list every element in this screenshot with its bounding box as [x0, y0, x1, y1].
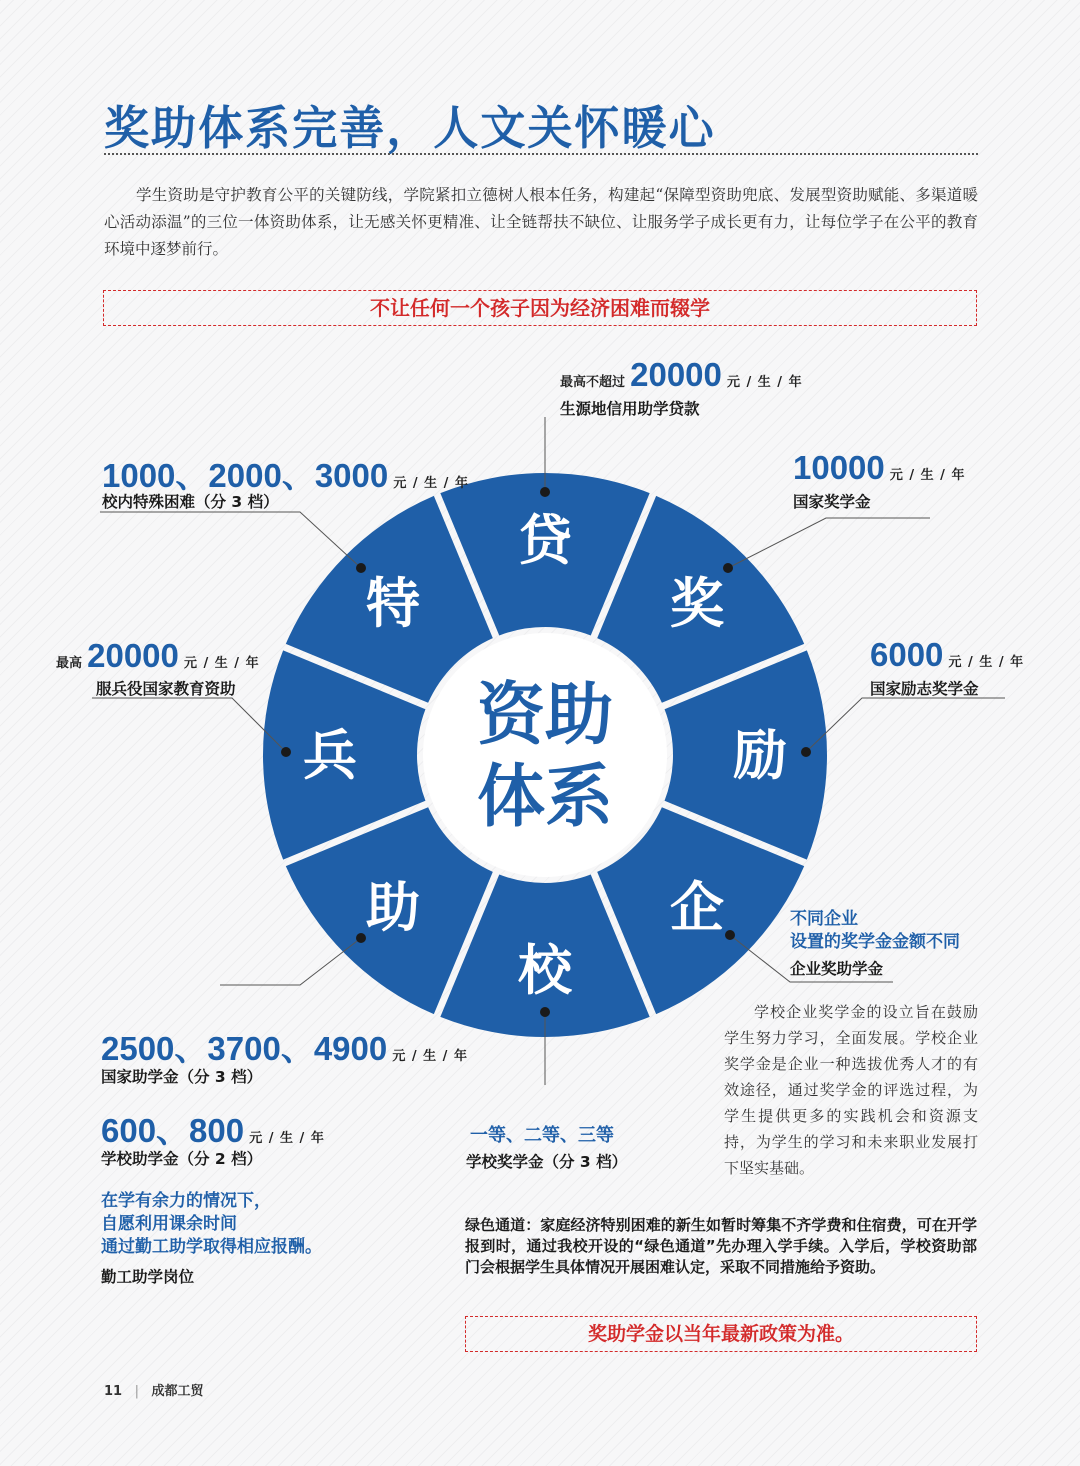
- special-unit: 元 / 生 / 年: [393, 476, 469, 491]
- school-scholarship-amount: 一等、二等、三等: [470, 1125, 614, 1146]
- enterprise-line1: 不同企业: [790, 909, 858, 929]
- leader-line-2: [728, 518, 930, 568]
- wheel-segment-label-4: 企: [670, 876, 725, 940]
- wheel-segment-label-6: 助: [365, 876, 420, 940]
- leader-dot-3: [801, 747, 811, 757]
- enterprise-description: 学校企业奖学金的设立旨在鼓励学生努力学习，全面发展。学校企业奖学金是企业一种选拔优秀人才的有效途径，通过奖学金的评选过程，为学生提供更多的实践机会和资源支持，为学生的学习和未来职业发展打下坚实基础。: [724, 1003, 978, 1177]
- loan-amount-row: [560, 356, 803, 394]
- wheel-segment-label-1: 贷: [518, 509, 572, 572]
- national-scholarship-amount-row: [793, 449, 965, 487]
- school-grant-unit: 元 / 生 / 年: [249, 1131, 325, 1146]
- special-label: 校内特殊困难（分 3 档）: [102, 493, 279, 511]
- leader-dot-2: [723, 563, 733, 573]
- loan-label: 生源地信用助学贷款: [560, 400, 700, 418]
- school-grant-amount: 600、800: [101, 1112, 245, 1149]
- wheel-segment-label-8: 特: [365, 571, 420, 635]
- work-study-line2: 自愿利用课余时间: [101, 1214, 237, 1234]
- national-scholarship-amount: 10000: [793, 449, 885, 486]
- green-channel-paragraph: 绿色通道：家庭经济特别困难的新生如暂时筹集不齐学费和住宿费，可在开学报到时，通过我校开设的“绿色通道”先办理入学手续。入学后，学校资助部门会根据学生具体情况开展困难认定，采取不同措施给予资助。: [465, 1216, 977, 1276]
- loan-prefix: 最高不超过: [560, 375, 626, 390]
- wheel-center-line2: 体系: [476, 758, 614, 837]
- military-amount: 20000: [87, 637, 179, 674]
- encouragement-amount-row: [870, 636, 1024, 674]
- leader-line-3: [806, 698, 1005, 752]
- wheel-center-line1: 资助: [476, 676, 614, 755]
- slogan-top-box: 不让任何一个孩子因为经济困难而辍学: [103, 290, 977, 326]
- intro-paragraph: 学生资助是守护教育公平的关键防线，学院紧扣立德树人根本任务，构建起“保障型资助兜底、发展型资助赋能、多渠道暖心活动添温”的三位一体资助体系，让无感关怀更精准、让全链帮扶不缺位、让服务学子成长更有力，让每位学子在公平的教育环境中逐梦前行。: [104, 186, 978, 258]
- encouragement-unit: 元 / 生 / 年: [948, 655, 1025, 670]
- national-scholarship-unit: 元 / 生 / 年: [889, 468, 966, 483]
- leader-dot-4: [725, 930, 735, 940]
- magazine-name: 成都工贸: [151, 1384, 204, 1399]
- page-number: 11: [104, 1384, 123, 1399]
- national-grant-amount: 2500、3700、4900: [101, 1030, 388, 1067]
- page-title: 奖助体系完善，人文关怀暖心: [104, 101, 716, 155]
- loan-amount: 20000: [630, 356, 722, 393]
- leader-dot-8: [356, 563, 366, 573]
- enterprise-label: 企业奖助学金: [790, 960, 884, 978]
- wheel-segment-label-7: 兵: [303, 724, 357, 787]
- national-scholarship-label: 国家奖学金: [793, 493, 871, 511]
- wheel-segment-label-5: 校: [518, 939, 572, 1002]
- wheel-segment-label-2: 奖: [670, 571, 725, 635]
- work-study-line3: 通过勤工助学取得相应报酬。: [101, 1237, 322, 1257]
- encouragement-label: 国家励志奖学金: [870, 680, 979, 698]
- school-grant-label: 学校助学金（分 2 档）: [101, 1150, 263, 1168]
- leader-dot-1: [540, 487, 550, 497]
- slogan-bottom-box: 奖助学金以当年最新政策为准。: [465, 1316, 977, 1352]
- loan-unit: 元 / 生 / 年: [726, 375, 803, 390]
- school-grant-amount-row: [101, 1105, 325, 1152]
- leader-line-7: [92, 698, 286, 752]
- work-study-label: 勤工助学岗位: [101, 1268, 195, 1286]
- footer-separator: |: [134, 1384, 140, 1399]
- special-amount: 1000、2000、3000: [102, 457, 389, 494]
- military-amount-row: [56, 637, 260, 675]
- work-study-line1: 在学有余力的情况下，: [101, 1191, 271, 1211]
- enterprise-line2: 设置的奖学金金额不同: [790, 932, 960, 952]
- national-grant-label: 国家助学金（分 3 档）: [101, 1068, 263, 1086]
- leader-dot-6: [356, 933, 366, 943]
- leader-dot-7: [281, 747, 291, 757]
- leader-dot-5: [540, 1007, 550, 1017]
- military-unit: 元 / 生 / 年: [183, 656, 260, 671]
- national-grant-unit: 元 / 生 / 年: [392, 1049, 468, 1064]
- national-grant-amount-row: [101, 1023, 468, 1070]
- footer: [104, 1380, 204, 1399]
- military-prefix: 最高: [56, 656, 83, 671]
- wheel-segment-label-3: 励: [733, 724, 787, 787]
- military-label: 服兵役国家教育资助: [96, 680, 236, 698]
- school-scholarship-label: 学校奖学金（分 3 档）: [466, 1153, 628, 1171]
- encouragement-amount: 6000: [870, 636, 944, 673]
- wheel-center-disk: [423, 633, 667, 877]
- leader-line-8: [100, 512, 361, 568]
